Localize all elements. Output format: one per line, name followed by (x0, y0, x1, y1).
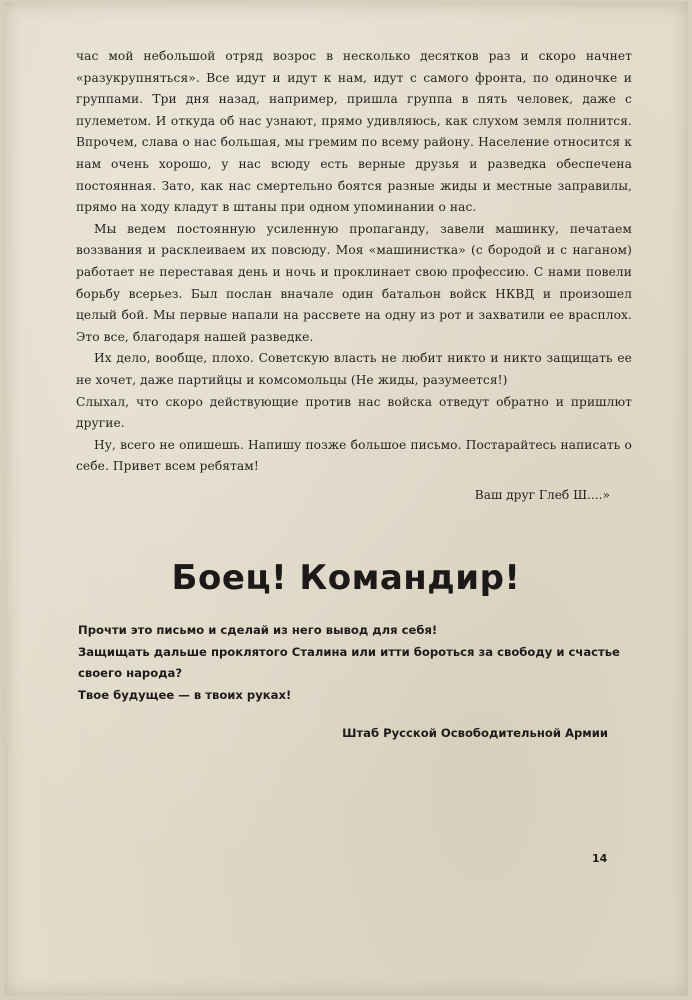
document-page (4, 2, 688, 996)
appeal-line: Защищать дальше проклятого Сталина или итти бороться за свободу и счастье своего народа? (78, 644, 620, 680)
appeal-headline: Боец! Командир! (171, 558, 521, 598)
letter-signature: Ваш друг Глеб Ш....» (474, 488, 610, 502)
letter-paragraph: Их дело, вообще, плохо. Советскую власть не любит никто и никто защищать ее не хочет, даже партийцы и комсомольцы (Не жиды, разумеется!) (76, 351, 632, 387)
letter-paragraph: Мы ведем постоянную усиленную пропаганду, завели машинку, печатаем воззвания и расклеиваем их повсюду. Моя «машинистка» (с бородой и с наганом) работает не переставая день и ночь и проклинает свою профессию. С нами повели борьбу всерьез. Был послан вначале один батальон войск НКВД и произошел целый бой. Мы первые напали на рассвете на одну из рот и захватили ее врасплох. Это все, благодаря нашей разведке. (76, 221, 632, 344)
appeal-line: Твое будущее — в твоих руках! (78, 687, 292, 702)
letter-body (76, 46, 632, 478)
letter-paragraph: Слыхал, что скоро действующие против нас войска отведут обратно и пришлют другие. (76, 394, 632, 431)
letter-paragraph: Ну, всего не опишешь. Напишу позже большое письмо. Постарайтесь написать о себе. Привет всем ребятам! (76, 437, 632, 474)
page-number: 14 (592, 852, 608, 865)
appeal-line: Прочти это письмо и сделай из него вывод для себя! (78, 623, 438, 637)
letter-paragraph: час мой небольшой отряд возрос в несколько десятков раз и скоро начнет «разукрупняться». Все идут и идут к нам, идут с самого фронта, по одиночке и группами. Три дня назад, например, пришла группа в пять человек, даже с пулеметом. И откуда об нас узнают, прямо удивляюсь, как слухом земля полнится. Впрочем, слава о нас большая, мы гремим по всему району. Население относится к нам очень хорошо, у нас всюду есть верные друзья и разведка обеспечена постоянная. Зато, как нас смертельно боятся разные жиды и местные заправилы, прямо на ходу кладут в штаны при одном упоминании о нас. (76, 49, 632, 215)
issuer-signature: Штаб Русской Освободительной Армии (342, 726, 608, 740)
appeal-text (78, 620, 634, 706)
